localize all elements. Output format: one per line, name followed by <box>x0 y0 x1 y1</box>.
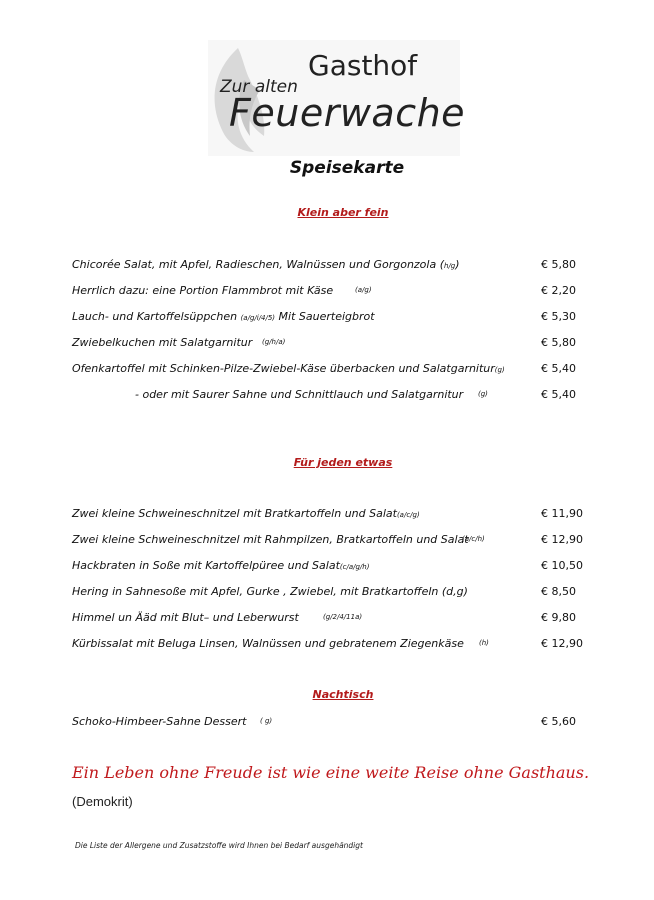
item-name: Schoko-Himbeer-Sahne Dessert <box>72 715 247 728</box>
logo-feuerwache: Feuerwache <box>229 91 466 135</box>
menu-item <box>72 585 592 601</box>
item-price: € 2,20 <box>541 284 576 297</box>
item-name: Hackbraten in Soße mit Kartoffelpüree und Salat(c/a/g/h) <box>72 559 370 572</box>
quote-text: Ein Leben ohne Freude ist wie eine weite Reise ohne Gasthaus. <box>72 763 590 782</box>
item-allergens: (g) <box>478 390 488 398</box>
item-price: € 5,80 <box>541 336 576 349</box>
menu-item <box>72 507 592 523</box>
item-allergens: (h) <box>479 639 489 647</box>
item-price: € 5,40 <box>541 388 576 401</box>
menu-item <box>72 336 592 352</box>
item-name: Zwei kleine Schweineschnitzel mit Bratkartoffeln und Salat(a/c/g) <box>72 507 420 520</box>
menu-item <box>72 559 592 575</box>
item-allergens: ( g) <box>260 717 273 725</box>
item-name: Lauch- und Kartoffelsüppchen (a/g/i/4/5) Mit Sauerteigbrot <box>72 310 375 323</box>
menu-item <box>72 715 592 731</box>
menu-item <box>72 284 592 300</box>
section-heading-klein: Klein aber fein <box>297 206 389 219</box>
item-price: € 11,90 <box>541 507 583 520</box>
menu-item <box>72 362 592 378</box>
item-price: € 12,90 <box>541 637 583 650</box>
menu-title: Speisekarte <box>289 158 405 178</box>
item-allergens: (a/c/h) <box>462 535 485 543</box>
item-price: € 5,60 <box>541 715 576 728</box>
item-name: Chicorée Salat, mit Apfel, Radieschen, Walnüssen und Gorgonzola (h/g) <box>72 258 460 271</box>
item-price: € 9,80 <box>541 611 576 624</box>
item-price: € 5,30 <box>541 310 576 323</box>
menu-item <box>72 310 592 326</box>
item-name: Ofenkartoffel mit Schinken-Pilze-Zwiebel-Käse überbacken und Salatgarnitur(g) <box>72 362 505 375</box>
section-heading-nachtisch: Nachtisch <box>312 688 374 701</box>
item-name: Kürbissalat mit Beluga Linsen, Walnüssen und gebratenem Ziegenkäse <box>72 637 464 650</box>
item-name: Himmel un Ääd mit Blut– und Leberwurst <box>72 611 299 624</box>
item-price: € 8,50 <box>541 585 576 598</box>
menu-item <box>72 533 592 549</box>
item-name: Zwiebelkuchen mit Salatgarnitur <box>72 336 253 349</box>
item-allergens: (g/h/a) <box>262 338 286 346</box>
quote-author: (Demokrit) <box>72 794 133 809</box>
logo-gasthof: Gasthof <box>308 49 418 82</box>
item-allergens: (a/g) <box>355 286 372 294</box>
menu-item <box>72 388 592 404</box>
menu-item <box>72 611 592 627</box>
menu-item <box>72 637 592 653</box>
section-heading-jeden: Für jeden etwas <box>293 456 393 469</box>
logo-small-text: Zur alten <box>220 77 298 97</box>
item-price: € 10,50 <box>541 559 583 572</box>
item-price: € 12,90 <box>541 533 583 546</box>
allergen-footer-note: Die Liste der Allergene und Zusatzstoffe wird Ihnen bei Bedarf ausgehändigt <box>75 841 363 850</box>
item-price: € 5,40 <box>541 362 576 375</box>
item-price: € 5,80 <box>541 258 576 271</box>
item-name: Hering in Sahnesoße mit Apfel, Gurke , Zwiebel, mit Bratkartoffeln (d,g) <box>72 585 468 598</box>
restaurant-logo <box>208 40 466 156</box>
item-name: - oder mit Saurer Sahne und Schnittlauch und Salatgarnitur <box>135 388 464 401</box>
item-name: Zwei kleine Schweineschnitzel mit Rahmpilzen, Bratkartoffeln und Salat <box>72 533 469 546</box>
item-name: Herrlich dazu: eine Portion Flammbrot mit Käse <box>72 284 334 297</box>
item-allergens: (g/2/4/11a) <box>323 613 363 621</box>
menu-item <box>72 258 592 274</box>
